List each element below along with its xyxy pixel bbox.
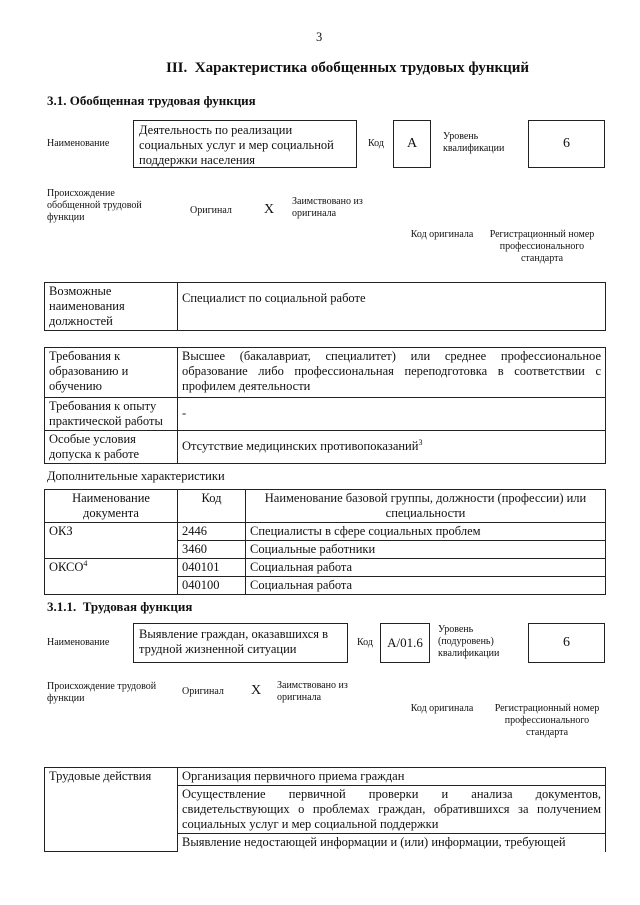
code-value-box: [393, 120, 431, 168]
table-cell-name: Специалисты в сфере социальных проблем: [246, 523, 606, 541]
tf-level-value-box: [528, 623, 605, 663]
table-cell-code: 040101: [178, 559, 246, 577]
experience-value: -: [178, 398, 606, 431]
tf-name-value-box: [133, 623, 348, 663]
tf-reg-number-label: Регистрационный номер профессионального стандарта: [494, 703, 600, 738]
labor-actions-table: [44, 767, 606, 852]
special-conditions-cell: [178, 431, 606, 464]
table-cell-code: 2446: [178, 523, 246, 541]
code-label: Код: [368, 138, 384, 149]
tf-code-value-box: [380, 623, 430, 663]
reg-number-label: Регистрационный номер профессионального стандарта: [489, 229, 595, 264]
tf-name-label: Наименование: [47, 637, 110, 648]
okz-label: ОКЗ: [45, 523, 178, 559]
generalized-function-heading: 3.1. Обобщенная трудовая функция: [47, 93, 256, 108]
footnote-3: 3: [418, 437, 423, 447]
tf-original-label: Оригинал: [182, 686, 224, 697]
labor-actions-label: Трудовые действия: [45, 768, 178, 852]
level-label: Уровень квалификации: [443, 131, 505, 154]
education-label: Требования к образованию и обучению: [45, 348, 178, 398]
footnote-4: 4: [83, 558, 88, 568]
positions-table: [44, 282, 606, 331]
page-number: 3: [316, 30, 323, 44]
original-mark: X: [264, 202, 275, 217]
tf-code-value: A/01.6: [387, 635, 423, 650]
name-value: Деятельность по реализации социальных услуг и мер социальной поддержки населения: [139, 123, 334, 167]
tf-original-mark: X: [251, 683, 262, 698]
header-group-name: Наименование базовой группы, должности (профессии) или специальности: [246, 490, 606, 523]
table-cell-code: 040100: [178, 577, 246, 595]
table-cell-name: Социальная работа: [246, 559, 606, 577]
borrowed-label: Заимствовано из оригинала: [292, 196, 363, 219]
tf-level-value: 6: [563, 635, 570, 650]
requirements-table: [44, 347, 606, 464]
table-cell-name: Социальная работа: [246, 577, 606, 595]
original-label: Оригинал: [190, 205, 232, 216]
experience-label: Требования к опыту практической работы: [45, 398, 178, 431]
okso-cell: [45, 559, 178, 595]
special-conditions-value: Отсутствие медицинских противопоказаний: [182, 439, 419, 453]
level-value: 6: [563, 136, 570, 151]
name-label: Наименование: [47, 138, 110, 149]
tf-borrowed-label: Заимствовано из оригинала: [277, 680, 348, 703]
tf-code-label: Код: [357, 637, 373, 648]
tf-level-label: Уровень (подуровень) квалификации: [438, 624, 500, 659]
labor-action-item: Организация первичного приема граждан: [178, 768, 606, 786]
code-original-label: Код оригинала: [410, 229, 474, 240]
level-value-box: [528, 120, 605, 168]
positions-value: Специалист по социальной работе: [178, 283, 606, 331]
extra-heading: Дополнительные характеристики: [47, 469, 225, 483]
section-title: III. Характеристика обобщенных трудовых функций: [166, 60, 530, 76]
name-value-box: [133, 120, 357, 168]
special-conditions-label: Особые условия допуска к работе: [45, 431, 178, 464]
table-cell-name: Социальные работники: [246, 541, 606, 559]
labor-action-item: Осуществление первичной проверки и анализа документов, свидетельствующих о проблемах граждан, обратившихся за получением социальных услуг и мер социальной поддержки: [178, 786, 606, 834]
code-value: A: [406, 136, 418, 151]
extra-characteristics-table: [44, 489, 606, 595]
header-document: Наименование документа: [45, 490, 178, 523]
tf-origin-label: Происхождение трудовой функции: [47, 681, 157, 704]
origin-label: Происхождение обобщенной трудовой функции: [47, 188, 142, 223]
labor-function-heading: 3.1.1. Трудовая функция: [47, 599, 193, 614]
labor-action-item: Выявление недостающей информации и (или) информации, требующей: [178, 834, 606, 852]
header-code: Код: [178, 490, 246, 523]
positions-label: Возможные наименования должностей: [45, 283, 178, 331]
education-value: Высшее (бакалавриат, специалитет) или среднее профессиональное образование либо профессиональная переподготовка в соответствии с профилем деятельности: [178, 348, 606, 398]
tf-name-value: Выявление граждан, оказавшихся в трудной жизненной ситуации: [139, 627, 329, 656]
okso-label: ОКСО: [49, 560, 84, 574]
table-cell-code: 3460: [178, 541, 246, 559]
tf-code-original-label: Код оригинала: [410, 703, 474, 714]
